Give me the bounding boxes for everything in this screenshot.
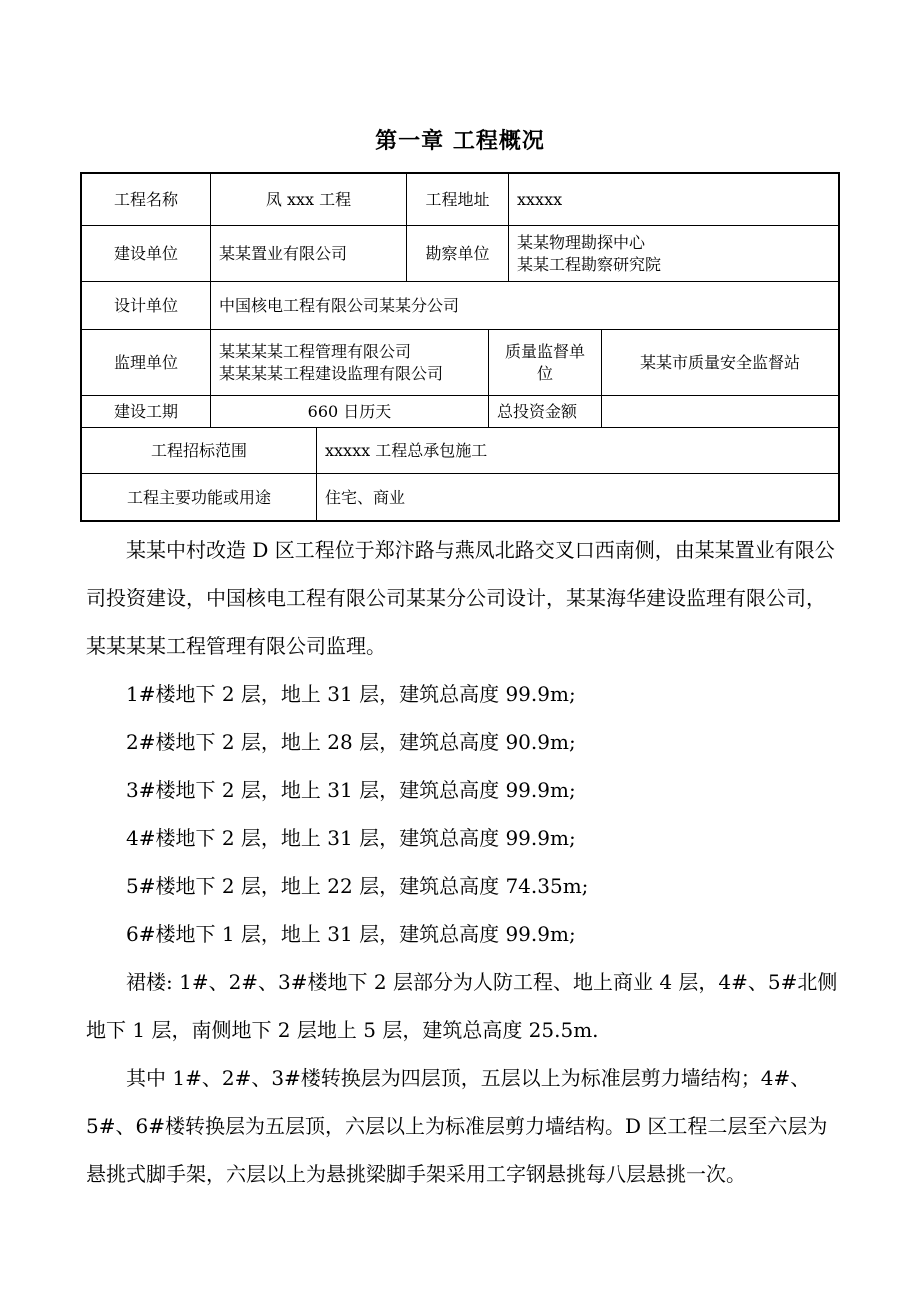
label-survey-unit: 勘察单位 xyxy=(407,226,509,281)
table-row-builder xyxy=(82,226,838,282)
body-text xyxy=(86,526,840,1198)
survey-unit-2: 某某工程勘察研究院 xyxy=(517,254,662,274)
table-row-bid-scope xyxy=(82,428,838,474)
project-overview-table xyxy=(80,172,840,522)
value-project-address: xxxxx xyxy=(517,189,563,209)
value-total-investment xyxy=(602,396,838,427)
building-6-line: 6#楼地下 1 层，地上 31 层，建筑总高度 99.9m; xyxy=(126,922,576,946)
table-row-design-unit xyxy=(82,282,838,330)
value-survey-unit xyxy=(509,226,838,281)
label-construction-period: 建设工期 xyxy=(82,396,211,427)
building-1-line: 1#楼地下 2 层，地上 31 层，建筑总高度 99.9m; xyxy=(126,682,576,706)
chapter-title: 第一章 工程概况 xyxy=(375,129,545,154)
building-2-line: 2#楼地下 2 层，地上 28 层，建筑总高度 90.9m; xyxy=(126,730,576,754)
podium-paragraph: 裙楼: 1#、2#、3#楼地下 2 层部分为人防工程、地上商业 4 层，4#、5#北侧地下 1 层，南侧地下 2 层地上 5 层，建筑总高度 25.5m. xyxy=(86,970,838,1042)
value-main-function: 住宅、商业 xyxy=(325,488,406,507)
value-builder: 某某置业有限公司 xyxy=(211,226,407,281)
label-builder: 建设单位 xyxy=(82,226,211,281)
label-total-investment: 总投资金额 xyxy=(489,396,602,427)
intro-paragraph: 某某中村改造 D 区工程位于郑汴路与燕凤北路交叉口西南侧，由某某置业有限公司投资建设，中国核电工程有限公司某某分公司设计，某某海华建设监理有限公司，某某某某工程管理有限公司监理。 xyxy=(86,538,835,658)
structure-paragraph: 其中 1#、2#、3#楼转换层为四层顶，五层以上为标准层剪力墙结构；4#、5#、6#楼转换层为五层顶，六层以上为标准层剪力墙结构。D 区工程二层至六层为悬挑式脚手架，六层以上为悬挑梁脚手架采用工字钢悬挑每八层悬挑一次。 xyxy=(86,1066,828,1186)
supervision-unit-1: 某某某某工程管理有限公司 xyxy=(219,341,412,361)
label-bid-scope: 工程招标范围 xyxy=(82,428,317,473)
label-design-unit: 设计单位 xyxy=(82,282,211,329)
label-supervision-unit-text: 监理单位 xyxy=(113,352,178,372)
label-project-address: 工程地址 xyxy=(407,174,509,225)
value-design-unit: 中国核电工程有限公司某某分公司 xyxy=(219,295,460,315)
value-supervision-unit xyxy=(211,330,489,395)
building-3-line: 3#楼地下 2 层，地上 31 层，建筑总高度 99.9m; xyxy=(126,778,576,802)
value-project-name: 凤 xxx 工程 xyxy=(211,174,407,225)
value-construction-period: 660 日历天 xyxy=(211,396,489,427)
label-quality-supervision-1: 质量监督单 xyxy=(504,341,585,361)
label-supervision-unit xyxy=(82,330,211,395)
building-4-line: 4#楼地下 2 层，地上 31 层，建筑总高度 99.9m; xyxy=(126,826,576,850)
label-quality-supervision-2: 位 xyxy=(536,363,553,383)
label-project-name: 工程名称 xyxy=(82,174,211,225)
table-row-supervision xyxy=(82,330,838,396)
value-quality-supervision: 某某市质量安全监督站 xyxy=(639,352,800,372)
label-quality-supervision xyxy=(489,330,602,395)
table-row-duration xyxy=(82,396,838,428)
value-bid-scope: xxxxx 工程总承包施工 xyxy=(325,440,488,460)
table-row-function xyxy=(82,474,838,522)
table-row-project-name xyxy=(82,174,838,226)
building-5-line: 5#楼地下 2 层，地上 22 层，建筑总高度 74.35m; xyxy=(126,874,589,898)
supervision-unit-2: 某某某某工程建设监理有限公司 xyxy=(219,363,444,383)
label-main-function: 工程主要功能或用途 xyxy=(82,474,317,522)
survey-unit-1: 某某物理勘探中心 xyxy=(517,232,646,252)
